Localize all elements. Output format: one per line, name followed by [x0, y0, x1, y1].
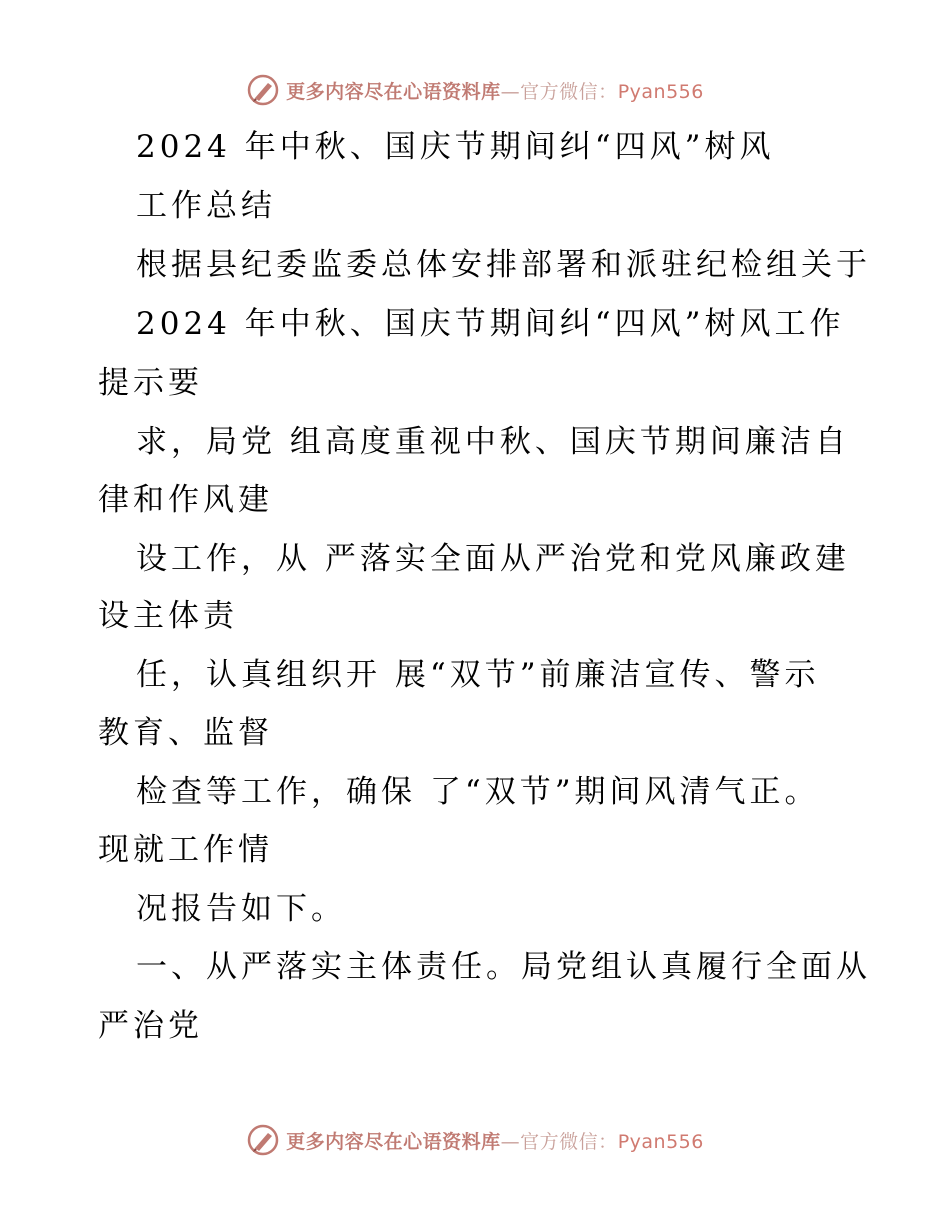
- paragraph-line: 况报告如下。: [136, 891, 346, 927]
- watermark-suffix: 官方微信：: [520, 80, 618, 103]
- watermark-wechat-id: Pyan556: [617, 1130, 704, 1153]
- watermark-brand: 更多内容尽在心语资料库: [286, 80, 501, 103]
- paragraph-line: 律和作风建: [98, 482, 273, 518]
- paragraph-line: 一、从严落实主体责任。局党组认真履行全面从: [136, 949, 871, 985]
- watermark-footer: [0, 1120, 950, 1160]
- paragraph-line: 检查等工作，确保 了“双节”期间风清气正。: [136, 774, 820, 810]
- paragraph-line: 任，认真组织开 展“双节”前廉洁宣传、警示: [136, 657, 820, 693]
- paragraph-line: 教育、监督: [98, 715, 273, 751]
- paragraph-line: 设主体责: [98, 598, 238, 634]
- paragraph-line: 现就工作情: [98, 832, 273, 868]
- paragraph-line: 严治党: [98, 1008, 203, 1044]
- paragraph-line: 根据县纪委监委总体安排部署和派驻纪检组关于: [136, 247, 871, 283]
- watermark-wechat-id: Pyan556: [617, 80, 704, 103]
- watermark-text: [286, 1127, 704, 1154]
- watermark-separator: —: [500, 1130, 521, 1153]
- paragraph-line: 2024 年中秋、国庆节期间纠“四风”树风工作: [136, 306, 845, 342]
- paragraph-line: 提示要: [98, 365, 203, 401]
- document-title-line-1: 2024 年中秋、国庆节期间纠“四风”树风: [136, 129, 775, 165]
- watermark-brand: 更多内容尽在心语资料库: [286, 1130, 501, 1153]
- paragraph-line: 设工作，从 严落实全面从严治党和党风廉政建: [136, 541, 850, 577]
- pen-logo-icon: [246, 1123, 280, 1157]
- document-title-line-2: 工作总结: [136, 188, 276, 224]
- watermark-separator: —: [500, 80, 521, 103]
- paragraph-line: 求，局党 组高度重视中秋、国庆节期间廉洁自: [136, 424, 850, 460]
- watermark-suffix: 官方微信：: [520, 1130, 618, 1153]
